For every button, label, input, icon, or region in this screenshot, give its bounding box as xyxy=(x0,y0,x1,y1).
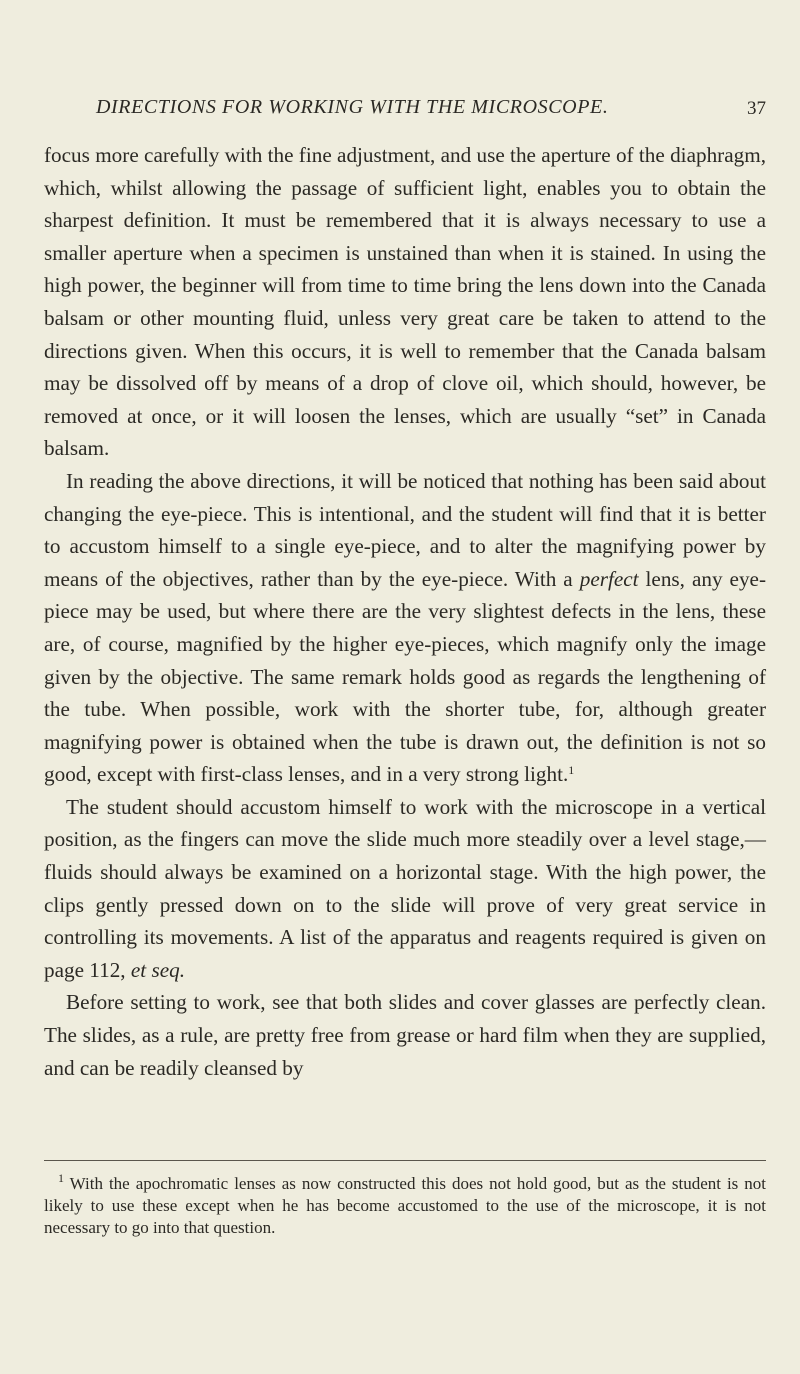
paragraph-2-emphasis: perfect xyxy=(579,566,639,591)
footnote xyxy=(44,1173,766,1239)
paragraph-1 xyxy=(44,139,766,465)
paragraph-4-text: Before setting to work, see that both slides and cover glasses are perfectly clean. The slides, as a rule, are pretty free from grease or hard film when they are supplied, and can be readily cleansed by xyxy=(44,990,766,1080)
page-number: 37 xyxy=(747,98,766,119)
paragraph-2 xyxy=(44,465,766,791)
footnote-divider xyxy=(44,1160,766,1161)
paragraph-1-text: focus more carefully with the fine adjustment, and use the aperture of the diaphragm, which, whilst allowing the passage of sufficient light, enables you to obtain the sharpest definition. It must be remembered that it is always necessary to use a smaller aperture when a specimen is unstained than when it is stained. In using the high power, the beginner will from time to time bring the lens down into the Canada balsam or other mounting fluid, unless very great care be taken to attend to the directions given. When this occurs, it is well to remember that the Canada balsam may be dissolved off by means of a drop of clove oil, which should, however, be removed at once, or it will loosen the lenses, which are usually “set” in Canada balsam. xyxy=(44,143,766,461)
running-head: DIRECTIONS FOR WORKING WITH THE MICROSCOPE. xyxy=(96,96,609,118)
footnote-reference: 1 xyxy=(568,763,575,778)
page-header xyxy=(96,96,766,126)
paragraph-4 xyxy=(44,986,766,1084)
paragraph-3-emphasis: et seq. xyxy=(130,957,186,982)
footnote-area xyxy=(44,1160,766,1239)
body-text xyxy=(44,139,766,1084)
paragraph-2-text-a: In reading the above directions, it will be noticed that nothing has been said about changing the eye-piece. This is intentional, and the student will find that it is better to accustom himself to a single eye-piece, and to alter the magnifying power by means of the objectives, rather than by the eye-piece. With a xyxy=(44,468,766,591)
footnote-text: With the apochromatic lenses as now constructed this does not hold good, but as the student is not likely to use these except when he has become accustomed to the use of the microscope, it is not necessary to go into that question. xyxy=(44,1174,766,1237)
footnote-marker: 1 xyxy=(58,1171,64,1185)
paragraph-3 xyxy=(44,791,766,987)
paragraph-2-text-b: lens, any eye-piece may be used, but where there are the very slightest defects in the lens, these are, of course, magnified by the higher eye-pieces, which magnify only the image given by the objective. The same remark holds good as regards the lengthening of the tube. When possible, work with the shorter tube, for, although greater magnifying power is obtained when the tube is drawn out, the definition is not so good, except with first-class lenses, and in a very strong light. xyxy=(44,566,766,787)
paragraph-3-text-a: The student should accustom himself to work with the microscope in a vertical position, as the fingers can move the slide much more steadily over a level stage,—fluids should always be examined on a horizontal stage. With the high power, the clips gently pressed down on to the slide will prove of very great service in controlling its movements. A list of the apparatus and reagents required is given on page 112, xyxy=(44,794,766,982)
